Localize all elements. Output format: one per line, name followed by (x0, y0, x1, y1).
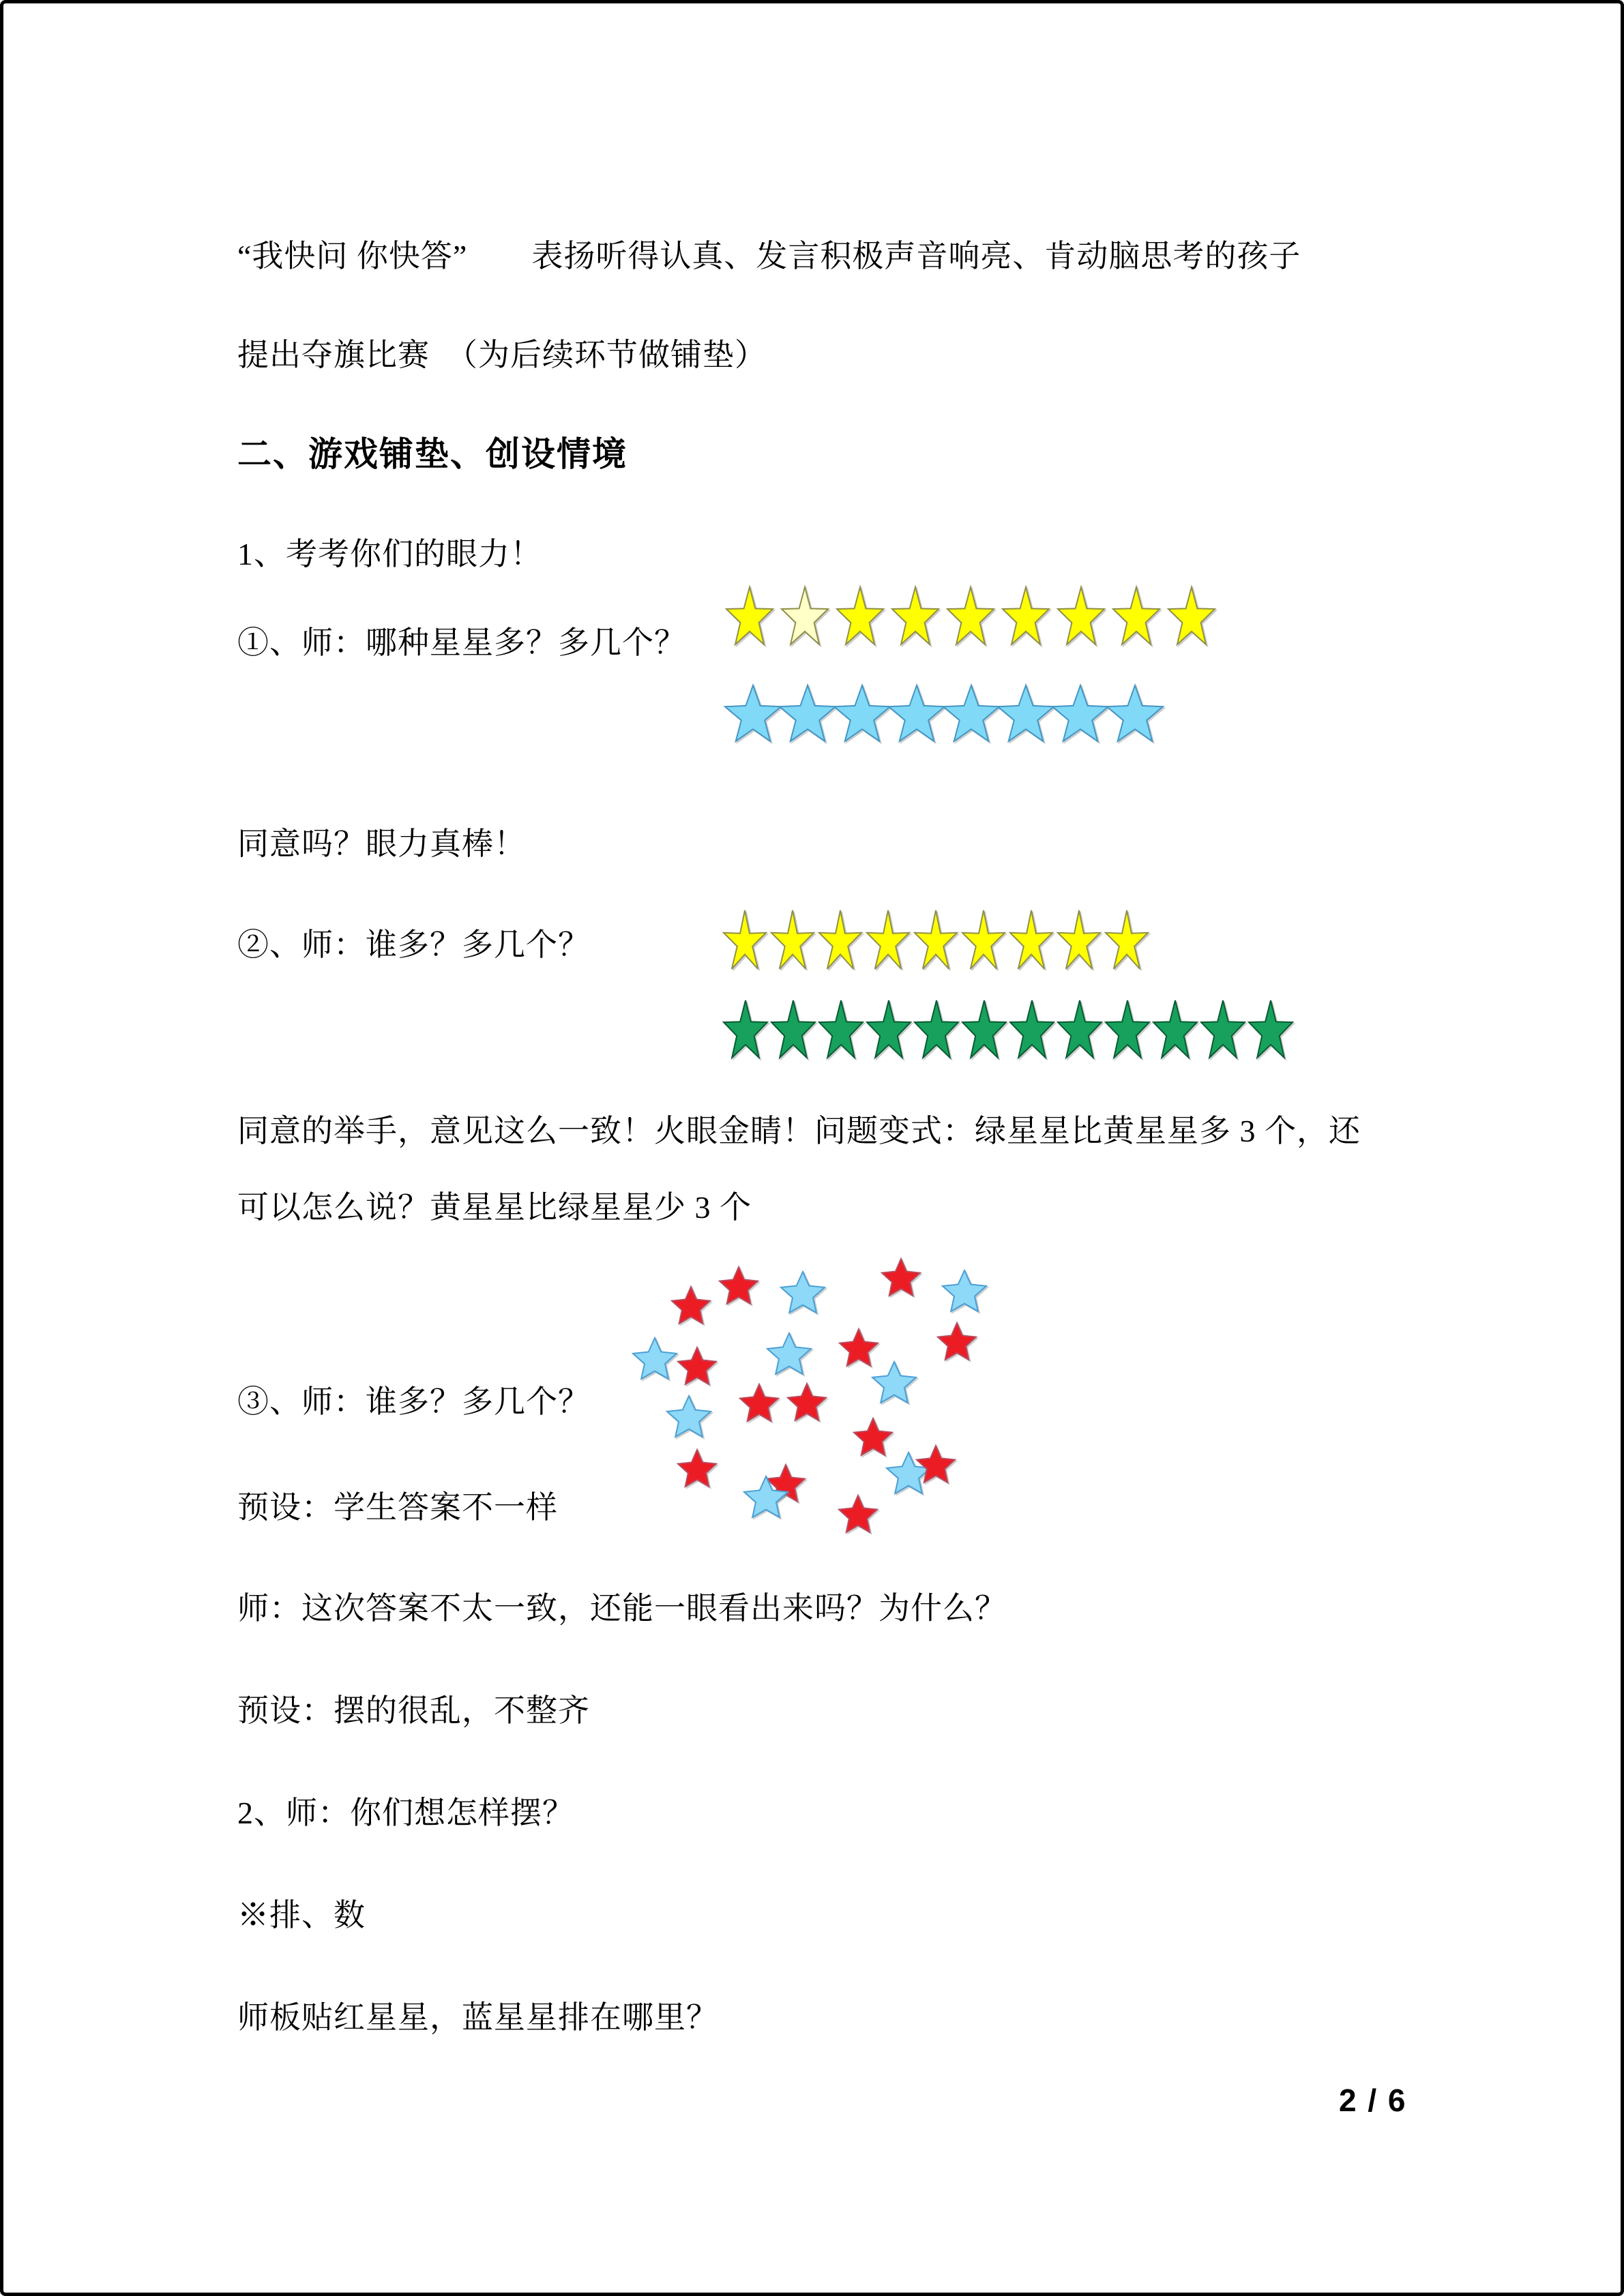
blue-star-row-star-icon (1052, 685, 1108, 741)
scatter-red-star-icon (917, 1446, 955, 1482)
yellow-star-row-2-star-icon (771, 910, 814, 969)
scatter-red-star-icon (854, 1418, 892, 1455)
scatter-blue-star-icon (887, 1452, 930, 1493)
board-paste-line: 师板贴红星星，蓝星星排在哪里？ (237, 2000, 718, 2035)
blue-star-row-star-icon (834, 685, 890, 741)
yellow-star-row-2-star-icon (1058, 910, 1100, 969)
question-3-line: ③、师：谁多？多几个？ (237, 1384, 590, 1419)
yellow-star-row-2-star-icon (915, 910, 957, 969)
scatter-red-star-icon (788, 1384, 826, 1420)
scatter-red-star-icon (678, 1347, 716, 1384)
scatter-red-star-icon (840, 1329, 878, 1366)
green-star-row-star-icon (819, 1000, 863, 1058)
scatter-red-star-icon (767, 1465, 805, 1502)
variant-question-line-1: 同意的举手，意见这么一致！火眼金睛！问题变式：绿星星比黄星星多 3 个，还 (237, 1114, 1361, 1148)
blue-star-row-star-icon (1107, 685, 1163, 741)
agree-line: 同意吗？眼力真棒！ (237, 826, 526, 861)
scatter-blue-star-icon (667, 1396, 711, 1437)
yellow-star-row-1-star-icon (782, 587, 828, 644)
green-star-row-star-icon (1106, 1000, 1149, 1058)
question-2-line: ②、师：谁多？多几个？ (237, 927, 590, 962)
section-heading: 二、游戏铺垫、创设情境 (237, 435, 628, 473)
yellow-star-row-2-star-icon (867, 910, 909, 969)
yellow-star-row-1-star-icon (726, 587, 773, 644)
blue-star-row-star-icon (780, 685, 836, 741)
yellow-star-row-1-star-icon (1168, 587, 1215, 644)
scatter-red-star-icon (678, 1450, 716, 1487)
yellow-star-row-1-star-icon (1058, 587, 1104, 644)
scatter-blue-star-icon (744, 1476, 788, 1517)
green-star-row-star-icon (915, 1000, 958, 1058)
green-star-row-star-icon (1249, 1000, 1293, 1058)
yellow-star-row-1-star-icon (892, 587, 939, 644)
yellow-star-row-1-star-icon (1113, 587, 1160, 644)
green-star-row-star-icon (771, 1000, 815, 1058)
blue-star-row-star-icon (725, 685, 781, 741)
scatter-red-star-icon (938, 1323, 976, 1360)
scatter-blue-star-icon (872, 1362, 916, 1403)
blue-star-row-star-icon (943, 685, 999, 741)
preset-messy-line: 预设：摆的很乱，不整齐 (237, 1693, 590, 1728)
blue-star-row-star-icon (998, 685, 1054, 741)
yellow-star-row-1-star-icon (947, 587, 994, 644)
green-star-row-star-icon (1201, 1000, 1245, 1058)
yellow-star-row-2-star-icon (1106, 910, 1148, 969)
scatter-blue-star-icon (767, 1333, 811, 1374)
scatter-red-star-icon (839, 1495, 877, 1532)
yellow-star-row-1-star-icon (837, 587, 883, 644)
yellow-star-row-1-star-icon (1003, 587, 1049, 644)
green-star-row-star-icon (724, 1000, 767, 1058)
scatter-blue-star-icon (943, 1270, 986, 1311)
yellow-star-row-2-star-icon (724, 910, 766, 969)
blue-star-row-star-icon (889, 685, 945, 741)
eyesight-test-line: 1、考考你们的眼力！ (237, 537, 542, 571)
green-star-row-star-icon (1010, 1000, 1054, 1058)
scatter-blue-star-icon (633, 1338, 677, 1379)
flag-race-line: 提出夺旗比赛 （为后续环节做铺垫） (237, 338, 767, 372)
green-star-row-star-icon (1058, 1000, 1102, 1058)
arrange-count-line: ※排、数 (237, 1898, 366, 1933)
yellow-star-row-2-star-icon (1010, 910, 1052, 969)
scatter-red-star-icon (720, 1267, 758, 1304)
scatter-red-star-icon (740, 1384, 778, 1421)
yellow-star-row-2-star-icon (962, 910, 1005, 969)
scatter-red-star-icon (882, 1259, 920, 1296)
teacher-review-line: 师：这次答案不太一致，还能一眼看出来吗？为什么？ (237, 1591, 1007, 1626)
variant-question-line-2: 可以怎么说？黄星星比绿星星少 3 个 (237, 1190, 752, 1225)
green-star-row-star-icon (962, 1000, 1006, 1058)
scatter-blue-star-icon (781, 1272, 825, 1313)
green-star-row-star-icon (867, 1000, 911, 1058)
yellow-star-row-2-star-icon (819, 910, 861, 969)
praise-line: “我快问 你快答” 表扬听得认真、发言积极声音响亮、肯动脑思考的孩子 (237, 239, 1301, 273)
question-1-line: ①、师：哪种星星多？多几个？ (237, 625, 686, 660)
scatter-red-star-icon (672, 1287, 710, 1324)
green-star-row-star-icon (1153, 1000, 1197, 1058)
how-to-arrange-line: 2、师：你们想怎样摆？ (237, 1795, 574, 1830)
preset-answer-line: 预设：学生答案不一样 (237, 1490, 558, 1525)
page-number: 2 / 6 (1339, 2083, 1407, 2118)
